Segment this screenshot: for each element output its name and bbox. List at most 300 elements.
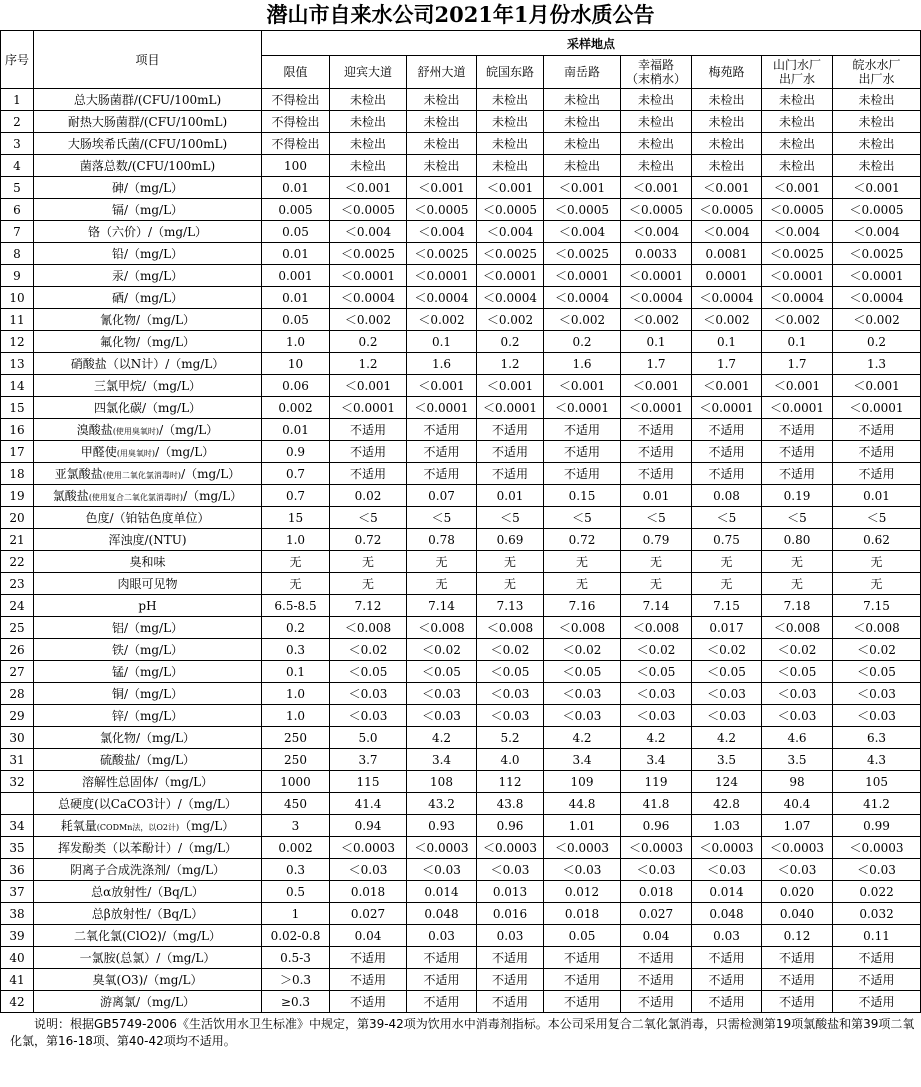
result-value: 105 (833, 771, 921, 793)
result-value: ＜0.008 (477, 617, 544, 639)
result-value: 0.19 (762, 485, 833, 507)
result-value: ＜0.05 (621, 661, 692, 683)
result-value: 不适用 (407, 969, 477, 991)
result-value: 0.72 (330, 529, 407, 551)
result-value: ＜0.001 (692, 177, 762, 199)
result-value: ＜0.0001 (544, 265, 621, 287)
row-number (1, 793, 34, 815)
row-number: 29 (1, 705, 34, 727)
result-value: 0.017 (692, 617, 762, 639)
result-value: ＜0.0004 (407, 287, 477, 309)
table-row (1, 199, 921, 221)
result-value: 未检出 (407, 133, 477, 155)
result-value: 0.62 (833, 529, 921, 551)
result-value: ＜5 (621, 507, 692, 529)
result-value: ＜0.0001 (330, 265, 407, 287)
result-value: 0.69 (477, 529, 544, 551)
result-value: ＜0.002 (762, 309, 833, 331)
result-value: ＜0.0003 (407, 837, 477, 859)
result-value: 未检出 (621, 111, 692, 133)
result-value: ＜0.0005 (477, 199, 544, 221)
result-value: ＜0.001 (833, 177, 921, 199)
result-value: ＜0.001 (544, 177, 621, 199)
limit-value: 0.001 (262, 265, 330, 287)
result-value: 未检出 (544, 155, 621, 177)
result-value: ＜0.002 (544, 309, 621, 331)
result-value: ＜0.0003 (621, 837, 692, 859)
result-value: 0.1 (762, 331, 833, 353)
result-value: 1.01 (544, 815, 621, 837)
row-number: 19 (1, 485, 34, 507)
result-value: 4.2 (692, 727, 762, 749)
result-value: 44.8 (544, 793, 621, 815)
result-value: ＜0.0001 (477, 397, 544, 419)
limit-value: 0.005 (262, 199, 330, 221)
table-row (1, 243, 921, 265)
result-value: 无 (407, 551, 477, 573)
result-value: ＜0.02 (330, 639, 407, 661)
item-name: 游离氯/（mg/L） (34, 991, 262, 1013)
header-seq: 序号 (1, 31, 34, 89)
result-value: 不适用 (833, 441, 921, 463)
result-value: 1.6 (407, 353, 477, 375)
result-value: 不适用 (407, 991, 477, 1013)
result-value: 不适用 (544, 419, 621, 441)
result-value: 不适用 (544, 441, 621, 463)
item-name: 铬（六价）/（mg/L） (34, 221, 262, 243)
result-value: 未检出 (692, 111, 762, 133)
result-value: ＜0.03 (762, 859, 833, 881)
result-value: 3.5 (692, 749, 762, 771)
limit-value: 不得检出 (262, 111, 330, 133)
result-value: 不适用 (544, 969, 621, 991)
result-value: ＜0.0001 (762, 397, 833, 419)
result-value: 0.04 (621, 925, 692, 947)
result-value: 未检出 (477, 133, 544, 155)
result-value: 无 (407, 573, 477, 595)
table-row (1, 177, 921, 199)
result-value: 未检出 (544, 89, 621, 111)
result-value: ＜0.0001 (330, 397, 407, 419)
result-value: 3.7 (330, 749, 407, 771)
result-value: 3.5 (762, 749, 833, 771)
result-value: ＜0.001 (621, 375, 692, 397)
limit-value: 0.7 (262, 463, 330, 485)
result-value: 不适用 (330, 947, 407, 969)
result-value: 0.01 (621, 485, 692, 507)
result-value: ＜0.0001 (762, 265, 833, 287)
row-number: 4 (1, 155, 34, 177)
result-value: ＜5 (330, 507, 407, 529)
result-value: ＜0.0003 (692, 837, 762, 859)
header-item: 项目 (34, 31, 262, 89)
result-value: ＜0.0025 (407, 243, 477, 265)
row-number: 21 (1, 529, 34, 551)
result-value: ＜0.05 (477, 661, 544, 683)
result-value: 不适用 (477, 419, 544, 441)
result-value: 0.2 (544, 331, 621, 353)
table-row (1, 749, 921, 771)
result-value: ＜0.03 (833, 705, 921, 727)
result-value: 0.72 (544, 529, 621, 551)
result-value: ＜0.03 (621, 683, 692, 705)
row-number: 17 (1, 441, 34, 463)
result-value: 0.022 (833, 881, 921, 903)
item-name: 汞/（mg/L） (34, 265, 262, 287)
result-value: 未检出 (330, 133, 407, 155)
result-value: 0.0081 (692, 243, 762, 265)
result-value: 未检出 (621, 155, 692, 177)
table-row (1, 331, 921, 353)
result-value: 未检出 (833, 89, 921, 111)
table-row (1, 639, 921, 661)
result-value: 不适用 (692, 947, 762, 969)
result-value: ＜0.03 (762, 683, 833, 705)
result-value: 不适用 (833, 947, 921, 969)
item-name: 臭和味 (34, 551, 262, 573)
result-value: ＜0.02 (833, 639, 921, 661)
result-value: ＜0.05 (833, 661, 921, 683)
result-value: ＜0.0004 (833, 287, 921, 309)
result-value: ＜0.03 (762, 705, 833, 727)
row-number: 7 (1, 221, 34, 243)
result-value: 0.02 (330, 485, 407, 507)
result-value: ＜0.004 (330, 221, 407, 243)
result-value: 0.04 (330, 925, 407, 947)
item-name: 总α放射性/（Bq/L） (34, 881, 262, 903)
table-row (1, 397, 921, 419)
result-value: 7.14 (621, 595, 692, 617)
result-value: 0.78 (407, 529, 477, 551)
result-value: 5.0 (330, 727, 407, 749)
result-value: ＜0.002 (330, 309, 407, 331)
table-row (1, 265, 921, 287)
result-value: ＜0.0005 (544, 199, 621, 221)
table-row (1, 903, 921, 925)
result-value: 1.7 (621, 353, 692, 375)
row-number: 12 (1, 331, 34, 353)
result-value: 0.75 (692, 529, 762, 551)
result-value: 不适用 (477, 441, 544, 463)
item-name: 铅/（mg/L） (34, 243, 262, 265)
header-site: 幸福路 （末梢水） (621, 56, 692, 89)
item-name: pH (34, 595, 262, 617)
table-row (1, 89, 921, 111)
page-title: 潜山市自来水公司2021年1月份水质公告 (266, 2, 655, 27)
result-value: ＜5 (762, 507, 833, 529)
result-value: ＜0.001 (621, 177, 692, 199)
result-value: 不适用 (621, 419, 692, 441)
row-number: 24 (1, 595, 34, 617)
result-value: 无 (762, 573, 833, 595)
result-value: 不适用 (621, 441, 692, 463)
result-value: ＜0.0003 (762, 837, 833, 859)
result-value: 未检出 (762, 89, 833, 111)
row-number: 6 (1, 199, 34, 221)
result-value: ＜0.03 (407, 705, 477, 727)
item-name: 肉眼可见物 (34, 573, 262, 595)
result-value: ＜0.0001 (407, 265, 477, 287)
result-value: ＜0.008 (621, 617, 692, 639)
result-value: ＜0.001 (833, 375, 921, 397)
row-number: 1 (1, 89, 34, 111)
result-value: 0.01 (833, 485, 921, 507)
result-value: ＜0.002 (692, 309, 762, 331)
limit-value: 0.2 (262, 617, 330, 639)
result-value: ＜5 (544, 507, 621, 529)
limit-value: 100 (262, 155, 330, 177)
result-value: 不适用 (621, 463, 692, 485)
result-value: 109 (544, 771, 621, 793)
result-value: 3.4 (544, 749, 621, 771)
result-value: ＜0.0025 (544, 243, 621, 265)
result-value: ＜0.004 (692, 221, 762, 243)
header-sampling-sites: 采样地点 (262, 31, 921, 56)
result-value: ＜0.004 (544, 221, 621, 243)
result-value: ＜0.0003 (833, 837, 921, 859)
result-value: 6.3 (833, 727, 921, 749)
row-number: 14 (1, 375, 34, 397)
row-number: 28 (1, 683, 34, 705)
result-value: 不适用 (692, 419, 762, 441)
result-value: 不适用 (621, 969, 692, 991)
result-value: 不适用 (330, 991, 407, 1013)
item-name: 砷/（mg/L） (34, 177, 262, 199)
table-row (1, 463, 921, 485)
table-row (1, 881, 921, 903)
item-name: 硒/（mg/L） (34, 287, 262, 309)
table-row (1, 551, 921, 573)
row-number: 23 (1, 573, 34, 595)
result-value: 未检出 (621, 133, 692, 155)
result-value: 41.8 (621, 793, 692, 815)
result-value: 0.07 (407, 485, 477, 507)
result-value: ＜0.0005 (407, 199, 477, 221)
water-quality-table (0, 30, 921, 1013)
result-value: ＜0.03 (621, 859, 692, 881)
result-value: ＜0.0001 (477, 265, 544, 287)
result-value: 无 (544, 551, 621, 573)
limit-value: ＞0.3 (262, 969, 330, 991)
item-name: 耗氧量(CODMn法，以O2计)（mg/L） (34, 815, 262, 837)
result-value: ＜0.03 (477, 705, 544, 727)
result-value: 0.0033 (621, 243, 692, 265)
result-value: ＜0.008 (407, 617, 477, 639)
table-row (1, 617, 921, 639)
result-value: 无 (330, 573, 407, 595)
limit-value: 0.01 (262, 287, 330, 309)
result-value: 0.1 (621, 331, 692, 353)
row-number: 8 (1, 243, 34, 265)
limit-value: 1.0 (262, 705, 330, 727)
header-site: 皖水水厂 出厂水 (833, 56, 921, 89)
header-site: 皖国东路 (477, 56, 544, 89)
limit-value: 0.3 (262, 859, 330, 881)
result-value: ＜0.0005 (692, 199, 762, 221)
item-name: 四氯化碳/（mg/L） (34, 397, 262, 419)
result-value: 1.7 (692, 353, 762, 375)
result-value: 0.040 (762, 903, 833, 925)
result-value: ＜0.05 (407, 661, 477, 683)
result-value: 不适用 (330, 463, 407, 485)
result-value: 0.03 (477, 925, 544, 947)
result-value: 未检出 (833, 133, 921, 155)
result-value: ＜0.02 (762, 639, 833, 661)
result-value: 0.016 (477, 903, 544, 925)
result-value: 4.3 (833, 749, 921, 771)
result-value: ＜0.008 (833, 617, 921, 639)
table-row (1, 155, 921, 177)
result-value: 43.8 (477, 793, 544, 815)
limit-value: ≥0.3 (262, 991, 330, 1013)
result-value: 不适用 (762, 969, 833, 991)
limit-value: 0.05 (262, 309, 330, 331)
result-value: 7.13 (477, 595, 544, 617)
table-row (1, 727, 921, 749)
row-number: 18 (1, 463, 34, 485)
result-value: ＜0.03 (544, 705, 621, 727)
limit-value: 0.5 (262, 881, 330, 903)
result-value: ＜0.03 (330, 705, 407, 727)
result-value: ＜0.001 (692, 375, 762, 397)
result-value: 7.16 (544, 595, 621, 617)
result-value: 未检出 (692, 89, 762, 111)
result-value: 不适用 (762, 991, 833, 1013)
result-value: 0.2 (833, 331, 921, 353)
result-value: 不适用 (762, 947, 833, 969)
result-value: 未检出 (477, 89, 544, 111)
result-value: ＜0.001 (407, 177, 477, 199)
result-value: ＜0.03 (692, 859, 762, 881)
item-name: 甲醛使(用臭氧时)/（mg/L） (34, 441, 262, 463)
row-number: 27 (1, 661, 34, 683)
item-name: 铁/（mg/L） (34, 639, 262, 661)
result-value: 4.0 (477, 749, 544, 771)
result-value: 不适用 (544, 947, 621, 969)
result-value: 0.014 (407, 881, 477, 903)
item-name: 镉/（mg/L） (34, 199, 262, 221)
result-value: 0.2 (330, 331, 407, 353)
result-value: 98 (762, 771, 833, 793)
result-value: 不适用 (477, 969, 544, 991)
result-value: ＜0.03 (833, 859, 921, 881)
result-value: 0.94 (330, 815, 407, 837)
result-value: ＜0.0001 (833, 397, 921, 419)
result-value: ＜0.0025 (477, 243, 544, 265)
result-value: ＜0.03 (407, 683, 477, 705)
result-value: ＜5 (833, 507, 921, 529)
result-value: 不适用 (330, 969, 407, 991)
result-value: 未检出 (833, 155, 921, 177)
result-value: ＜0.02 (692, 639, 762, 661)
limit-value: 3 (262, 815, 330, 837)
row-number: 5 (1, 177, 34, 199)
row-number: 32 (1, 771, 34, 793)
table-row (1, 661, 921, 683)
limit-value: 0.05 (262, 221, 330, 243)
result-value: ＜0.03 (330, 859, 407, 881)
result-value: ＜0.001 (762, 177, 833, 199)
table-row (1, 133, 921, 155)
result-value: ＜0.0003 (330, 837, 407, 859)
result-value: ＜0.004 (477, 221, 544, 243)
result-value: 不适用 (692, 441, 762, 463)
table-row (1, 947, 921, 969)
result-value: 7.18 (762, 595, 833, 617)
row-number: 20 (1, 507, 34, 529)
result-value: ＜0.03 (544, 683, 621, 705)
row-number: 31 (1, 749, 34, 771)
item-name: 三氯甲烷/（mg/L） (34, 375, 262, 397)
result-value: 112 (477, 771, 544, 793)
limit-value: 1.0 (262, 529, 330, 551)
table-row (1, 507, 921, 529)
result-value: ＜0.02 (477, 639, 544, 661)
result-value: ＜0.008 (544, 617, 621, 639)
result-value: ＜0.004 (833, 221, 921, 243)
item-name: 大肠埃希氏菌/(CFU/100mL) (34, 133, 262, 155)
header-site: 迎宾大道 (330, 56, 407, 89)
limit-value: 不得检出 (262, 89, 330, 111)
result-value: ＜0.03 (621, 705, 692, 727)
result-value: 42.8 (692, 793, 762, 815)
result-value: ＜0.03 (544, 859, 621, 881)
result-value: ＜0.05 (330, 661, 407, 683)
result-value: 无 (477, 551, 544, 573)
result-value: ＜0.0001 (407, 397, 477, 419)
result-value: 0.15 (544, 485, 621, 507)
result-value: 4.6 (762, 727, 833, 749)
result-value: 1.07 (762, 815, 833, 837)
result-value: 5.2 (477, 727, 544, 749)
result-value: 7.14 (407, 595, 477, 617)
item-name: 总硬度(以CaCO3计）/（mg/L） (34, 793, 262, 815)
item-name: 溶解性总固体/（mg/L） (34, 771, 262, 793)
result-value: 124 (692, 771, 762, 793)
limit-value: 0.01 (262, 243, 330, 265)
result-value: 不适用 (407, 947, 477, 969)
limit-value: 0.5-3 (262, 947, 330, 969)
result-value: 无 (330, 551, 407, 573)
result-value: ＜0.02 (621, 639, 692, 661)
item-name: 锌/（mg/L） (34, 705, 262, 727)
row-number: 2 (1, 111, 34, 133)
result-value: 0.032 (833, 903, 921, 925)
result-value: 0.048 (407, 903, 477, 925)
result-value: 1.7 (762, 353, 833, 375)
result-value: ＜0.0001 (833, 265, 921, 287)
item-name: 硫酸盐/（mg/L） (34, 749, 262, 771)
row-number: 38 (1, 903, 34, 925)
result-value: ＜0.001 (544, 375, 621, 397)
result-value: 1.6 (544, 353, 621, 375)
table-row (1, 309, 921, 331)
result-value: 0.79 (621, 529, 692, 551)
table-row (1, 375, 921, 397)
row-number: 34 (1, 815, 34, 837)
result-value: ＜0.05 (544, 661, 621, 683)
result-value: 未检出 (407, 89, 477, 111)
result-value: 0.018 (544, 903, 621, 925)
result-value: 不适用 (692, 463, 762, 485)
limit-value: 无 (262, 551, 330, 573)
result-value: 未检出 (544, 111, 621, 133)
table-row (1, 287, 921, 309)
result-value: 不适用 (477, 947, 544, 969)
table-row (1, 969, 921, 991)
result-value: ＜0.02 (407, 639, 477, 661)
result-value: 1.2 (477, 353, 544, 375)
